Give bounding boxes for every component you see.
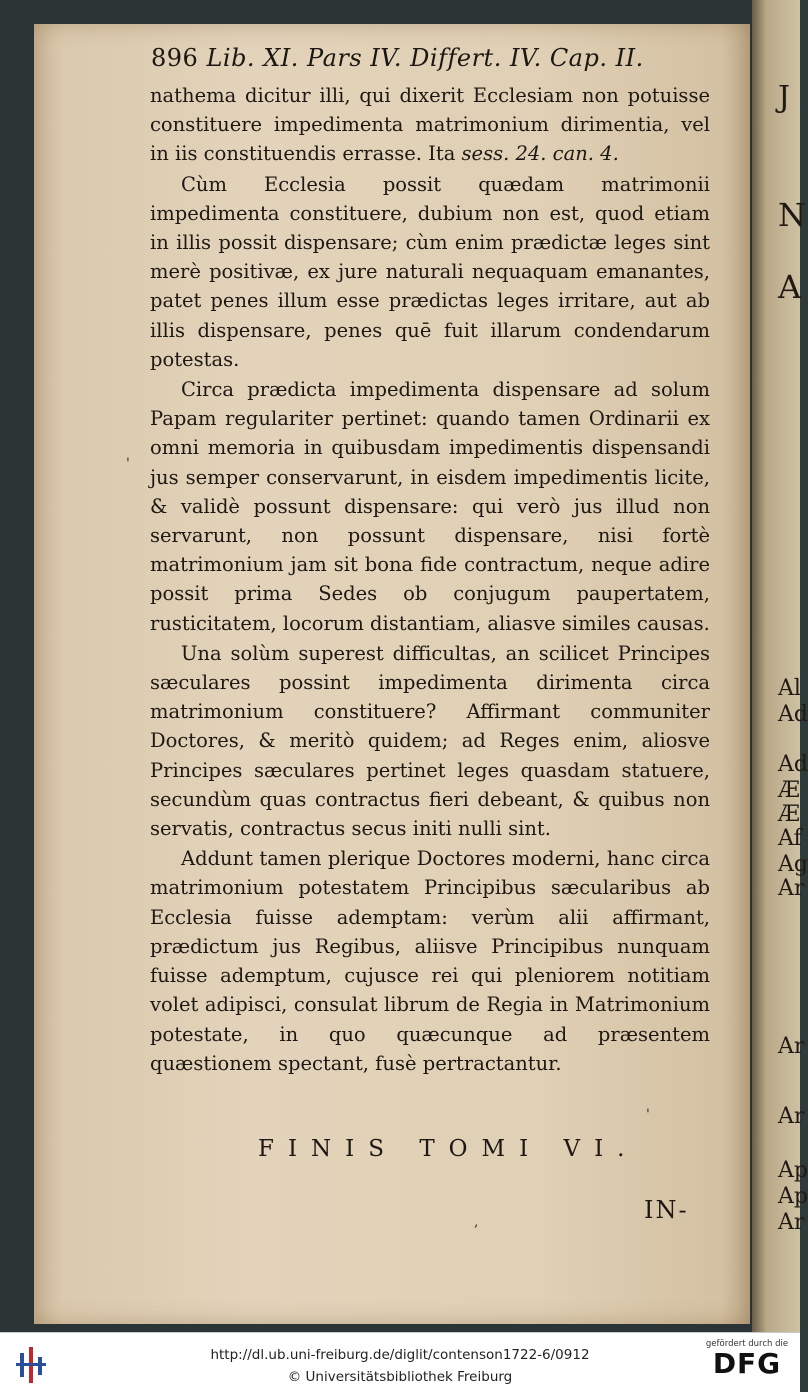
citation: sess. 24. can. 4. <box>461 142 619 166</box>
catchword: IN- <box>644 1196 689 1224</box>
running-head-text: Lib. XI. Pars IV. Differt. IV. Cap. II. <box>206 44 644 72</box>
facing-fragment: Æ <box>778 802 801 827</box>
page-number: 896 <box>151 44 199 72</box>
paragraph-3: Circa prædicta impedimenta dispensare ad solum Papam regulariter pertinet: quando tamen Ordinarii ex omni memoria in quibusdam impedimentis dispensandi jus semper conservarunt, in eisdem impedimentis licite, & validè possunt dispensare: qui verò jus illud non servarunt, non possunt dispensare, nisi fortè matrimonium jam sit bona fide contractum, neque adire possit prima Sedes ob conjugum paupertatem, rusticitatem, locorum distantiam, aliasve similes causas. <box>150 378 710 635</box>
facing-fragment: Ap <box>778 1158 808 1183</box>
paragraph-1-text: nathema dicitur illi, qui dixerit Ecclesiam non potuisse constituere impedimenta matrimonium dirimentia, vel in iis constituendis errasse. Ita <box>150 84 710 166</box>
facing-fragment: Al <box>778 676 801 701</box>
facing-fragment: N <box>778 196 806 234</box>
facing-page-edge <box>752 0 808 1332</box>
facing-fragment: Ag <box>778 852 808 877</box>
body-text <box>150 81 710 1078</box>
ink-mark: , <box>474 1214 479 1230</box>
dfg-sponsor-text: gefördert durch die <box>705 1339 789 1349</box>
permalink[interactable]: http://dl.ub.uni-freiburg.de/diglit/contenson1722-6/0912 <box>210 1347 590 1363</box>
paragraph-2: Cùm Ecclesia possit quædam matrimonii impedimenta constituere, dubium non est, quod etiam in illis possit dispensare; cùm enim prædictæ leges sint merè positivæ, ex jure naturali nequaquam emanantes, patet penes illum esse prædictas leges irritare, aut ab illis dispensare, penes quē fuit illarum condendarum potestas. <box>150 172 710 371</box>
paragraph-5: Addunt tamen plerique Doctores moderni, hanc circa matrimonium potestatem Principibus sæcularibus ab Ecclesia fuisse ademptam: verùm alii affirmant, prædictum jus Regibus, aliisve Principibus nunquam fuisse ademptum, cujusce rei qui pleniorem notitiam volet adipisci, consulat librum de Regia in Matrimonium potestate, in quo quæcunque ad præsentem quæstionem spectant, fusè pertractantur. <box>150 847 710 1075</box>
dfg-logo <box>704 1339 790 1387</box>
facing-fragment: Ap <box>778 1184 808 1209</box>
running-head <box>151 44 644 72</box>
finis-line: FINIS TOMI VI. <box>258 1136 639 1162</box>
paragraph-4: Una solùm superest difficultas, an scilicet Principes sæculares possint impedimenta dirimenta circa matrimonium constituere? Affirmant communiter Doctores, & meritò quidem; ad Reges enim, aliosve Principes sæculares pertinet leges quasdam statuere, secundùm quas contractus fieri debeant, & quibus non servatis, contractus secus initi nulli sint. <box>150 641 710 841</box>
viewer-footer <box>0 1332 800 1392</box>
dfg-wordmark: DFG <box>712 1347 782 1380</box>
facing-fragment: Æ <box>778 778 801 803</box>
book-page <box>34 24 750 1324</box>
facing-fragment: Ad <box>778 702 808 727</box>
ink-mark: ' <box>646 1107 650 1123</box>
paragraph-1 <box>150 81 710 169</box>
facing-fragment: J <box>778 80 791 115</box>
facing-fragment: Ar <box>778 1104 805 1129</box>
facing-fragment: Ar <box>778 876 805 901</box>
facing-fragment: Ar <box>778 1210 805 1235</box>
facing-fragment: Ad <box>778 752 808 777</box>
facing-fragment: A <box>778 268 802 306</box>
copyright-notice: © Universitätsbibliothek Freiburg <box>287 1369 513 1385</box>
facing-fragment: Ar <box>778 1034 805 1059</box>
facing-fragment: Af <box>778 826 802 851</box>
ink-mark: ' <box>126 456 130 472</box>
